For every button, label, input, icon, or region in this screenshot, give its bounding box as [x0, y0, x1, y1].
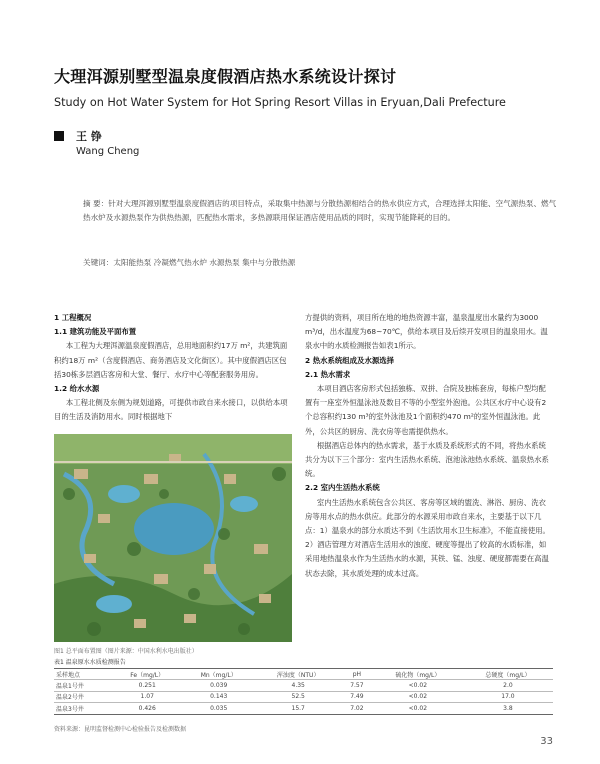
- table-cell: <0.02: [373, 691, 463, 702]
- abstract: 摘 要：针对大理洱源别墅型温泉度假酒店的项目特点，采取集中热源与分散热源相结合的热水供应方式，合理选择太阳能、空气源热泵、燃气热水炉及水源热泵作为供热热源，匹配热水需求，多热源联用保证酒店使用品质的同时，实现节能降耗的目的。: [83, 199, 557, 222]
- article-title-en: Study on Hot Water System for Hot Spring Resort Villas in Eryuan,Dali Prefecture: [54, 96, 506, 109]
- table-caption: 表1 温泉原水水质检测报告: [54, 659, 126, 666]
- body-paragraph: 本工程北侧及东侧为规划道路，可提供市政自来水接口，以供给本项目的生活及消防用水。同时根据地下: [54, 398, 288, 422]
- keywords: 关键词：太阳能热泵 冷凝燃气热水炉 水源热泵 集中与分散热源: [83, 258, 296, 267]
- section-heading: 2 热水系统组成及水源选择: [305, 355, 395, 365]
- table-cell: 0.039: [182, 680, 255, 691]
- table-row: [54, 691, 553, 702]
- body-paragraph: 本项目酒店客房形式包括独栋、双拼、合院及独栋套房，每栋户型均配置有一座室外恒温泳池及数目不等的小型室外泡池。公共区水疗中心设有2个总容积约130 m³的室外泳池及1个面积约470 m²的室外恒温泳池。此外，公共区的厨房、洗衣房等也需提供热水。: [305, 384, 547, 436]
- author-name-cn: 王 铮: [76, 130, 102, 143]
- table-cell: 17.0: [463, 691, 553, 702]
- body-paragraph: 室内生活热水系统包含公共区、客房等区域的盥洗、淋浴、厨房、洗衣房等用水点的热水供应。此部分的水源采用市政自来水，主要基于以下几点：1）温泉水的部分水质达不到《生活饮用水卫生标准》，不能直接使用。2）酒店管理方对酒店生活用水的浊度、硬度等提出了较高的水质标准，如采用地热温泉水作为生活热水的水源，其铁、锰、浊度、硬度都需要在高温状态去除，其水质处理的成本过高。: [305, 497, 550, 578]
- page-number: 33: [540, 736, 553, 747]
- table-cell: 7.57: [341, 680, 373, 691]
- table-row: [54, 703, 553, 714]
- table-cell: 0.035: [182, 703, 255, 714]
- table-row: [54, 680, 553, 691]
- table-cell: 4.35: [255, 680, 341, 691]
- table-cell: 温泉1号井: [54, 680, 112, 691]
- body-paragraph: 根据酒店总体内的热水需求，基于水质及系统形式的不同，将热水系统共分为以下三个部分：室内生活热水系统、泡池泳池热水系统、温泉热水系统。: [305, 440, 549, 479]
- subsection-heading: 1.1 建筑功能及平面布置: [54, 327, 137, 337]
- column-header: Mn（mg/L）: [182, 669, 255, 680]
- table-cell: 52.5: [255, 691, 341, 702]
- column-header: 采样地点: [54, 669, 112, 680]
- table-cell: 0.143: [182, 691, 255, 702]
- article-title-cn: 大理洱源别墅型温泉度假酒店热水系统设计探讨: [54, 67, 397, 86]
- table-cell: 温泉3号井: [54, 703, 112, 714]
- subsection-heading: 2.1 热水需求: [305, 369, 351, 379]
- section-heading: 1 工程概况: [54, 313, 92, 322]
- table-cell: 15.7: [255, 703, 341, 714]
- author-name-en: Wang Cheng: [76, 146, 140, 157]
- column-header: 总硬度（mg/L）: [463, 669, 553, 680]
- table-cell: <0.02: [373, 703, 463, 714]
- body-paragraph: 本工程为大理洱源温泉度假酒店，总用地面积约17万 m²，共建筑面积约18万 m²（含度假酒店、商务酒店及文化街区）。其中度假酒店区包括30栋多层酒店客房和大堂、餐厅、水疗中心等配套服务用房。: [54, 341, 288, 379]
- body-paragraph: 方提供的资料，项目所在地的地热资源丰富，温泉温度出水量约为3000 m³/d，出水温度为68~70℃，供给本项目及后续开发项目的温泉用水。温泉水中的水质检测报告如表1所示。: [305, 313, 548, 351]
- table-cell: 7.49: [341, 691, 373, 702]
- site-plan-figure: [54, 434, 292, 642]
- table-cell: 1.07: [112, 691, 182, 702]
- water-quality-table: [54, 668, 553, 715]
- subsection-heading: 2.2 室内生活热水系统: [305, 483, 380, 493]
- left-column: [54, 311, 292, 425]
- table-cell: 0.426: [112, 703, 182, 714]
- table-note: 资料来源：昆明监督检测中心检验报告及检测数据: [54, 726, 187, 733]
- table-cell: 3.8: [463, 703, 553, 714]
- table-cell: 0.251: [112, 680, 182, 691]
- column-header: 硫化物（mg/L）: [373, 669, 463, 680]
- right-column: [305, 311, 553, 581]
- author-marker: [54, 131, 64, 141]
- table-header-row: [54, 669, 553, 680]
- table-cell: 2.0: [463, 680, 553, 691]
- column-header: 浑浊度（NTU）: [255, 669, 341, 680]
- column-header: pH: [341, 669, 373, 680]
- table-cell: <0.02: [373, 680, 463, 691]
- column-header: Fe（mg/L）: [112, 669, 182, 680]
- table-cell: 7.02: [341, 703, 373, 714]
- site-plan-image: [54, 434, 292, 642]
- subsection-heading: 1.2 给水水源: [54, 384, 100, 394]
- figure-caption: 图1 总平面布置图（图片来源：中国水利水电出版社）: [54, 648, 198, 655]
- table-cell: 温泉2号井: [54, 691, 112, 702]
